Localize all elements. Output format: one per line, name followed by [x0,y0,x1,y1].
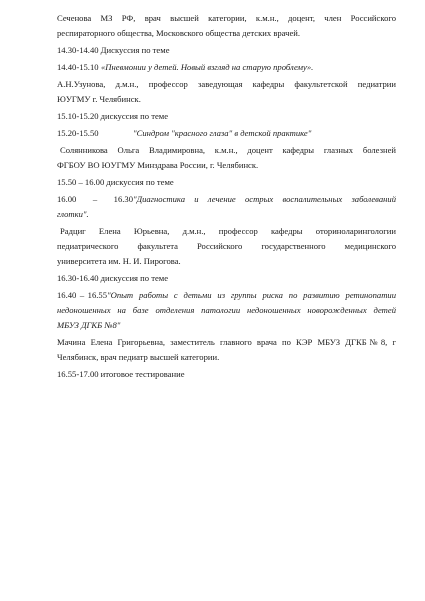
talk-1-header [57,60,396,75]
talk-4-time: 16.40 – 16.55 [57,290,107,300]
closing-testing: 16.55-17.00 итоговое тестирование [57,369,185,379]
talk-3-title-line-2: глотки". [57,209,89,219]
discussion-4: 16.30-16.40 дискуссия по теме [57,273,169,283]
talk-1-speaker-line-1: А.Н.Узунова, д.м.н., профессор заведующая кафедры факультетской педиатрии [57,79,396,89]
talk-4-header [57,288,396,303]
talk-2-time: 15.20-15.50 [57,128,99,138]
discussion-2: 15.10-15.20 дискуссия по теме [57,111,169,121]
talk-3-time: 16.00 – 16.30 [57,194,133,204]
discussion-1: 14.30-14.40 Дискуссия по теме [57,45,170,55]
talk-3-speaker-line-1: Радциг Елена Юрьевна, д.м.н., профессор кафедры оториноларингологии [60,226,396,236]
talk-3-title-line-1: "Диагностика и лечение острых воспалительных заболеваний [133,194,396,204]
talk-3-header [57,192,396,207]
talk-1-speaker-line-2: ЮУГМУ г. Челябинск. [57,94,141,104]
talk-1-time: 14.40-15.10 [57,62,99,72]
talk-4-title-line-3: МБУЗ ДГКБ №8" [57,320,121,330]
talk-4-title-line-2: недоношенных на базе отделения патологии недоношенных новорожденных детей [57,305,396,315]
talk-3-speaker-line-2: педиатрического факультета Российского государственного медицинского [57,241,396,251]
talk-3-speaker-line-3: университета им. Н. И. Пирогова. [57,256,181,266]
talk-4-speaker-line-1: Мачина Елена Григорьевна, заместитель главного врача по КЭР МБУЗ ДГКБ№8, г [57,337,396,347]
talk-4-title-line-1: "Опыт работы с детьми из группы риска по развитию ретинопатии [107,290,396,300]
talk-2-title: "Синдром "красного глаза" в детской практике" [133,128,312,138]
document-page [57,11,396,382]
talk-4-speaker-line-2: Челябинск, врач педиатр высшей категории. [57,352,220,362]
talk-1-title: «Пневмонии у детей. Новый взгляд на старую проблему». [101,62,314,72]
discussion-3: 15.50 – 16.00 дискуссия по теме [57,177,174,187]
talk-2-speaker-line-2: ФГБОУ ВО ЮУГМУ Минздрава России, г. Челябинск. [57,160,259,170]
talk-2-header [57,126,396,141]
intro-line-2: респираторного общества, Московского общества детских врачей. [57,28,301,38]
intro-line-1: Сеченова МЗ РФ, врач высшей категории, к.м.н., доцент, член Российского [57,13,396,23]
talk-2-speaker-line-1: Солянникова Ольга Владимировна, к.м.н., доцент кафедры глазных болезней [60,145,396,155]
